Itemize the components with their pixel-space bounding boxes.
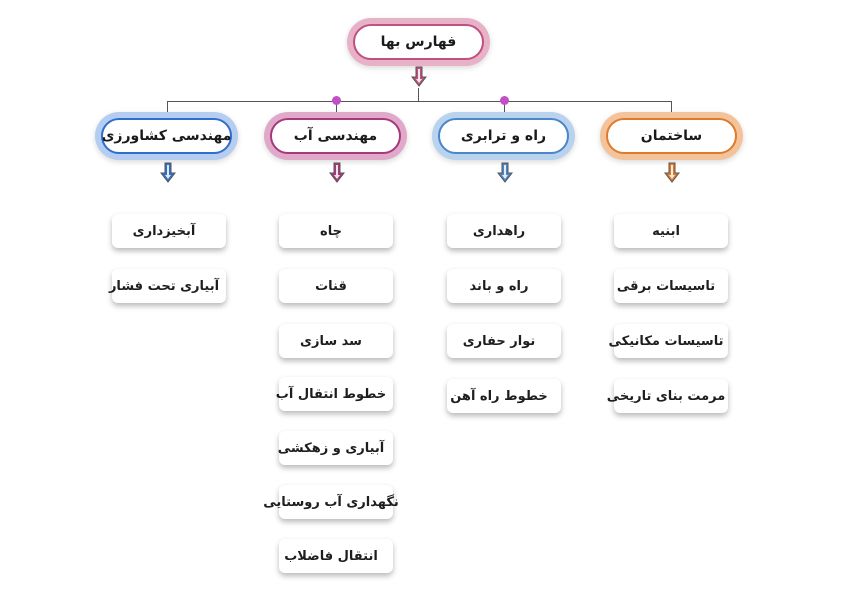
- leaf-item: [608, 324, 728, 358]
- leaf-label: آبیاری تحت فشار: [108, 278, 220, 294]
- leaf-label: تاسیسات برقی: [616, 278, 716, 294]
- leaf-item: [279, 431, 393, 465]
- leaf-item: [447, 324, 561, 358]
- connector-dot-1: [500, 96, 509, 105]
- leaf-label: نگهداری آب روستایی: [263, 494, 399, 510]
- leaf-label: نوار حفاری: [462, 333, 536, 349]
- leaf-item: [275, 377, 393, 411]
- leaf-item: [614, 214, 728, 248]
- leaf-item: [447, 379, 561, 413]
- leaf-item: [112, 214, 226, 248]
- root-down-arrow-icon: [411, 66, 427, 88]
- category-label: راه و ترابری: [460, 128, 547, 144]
- leaf-label: مرمت بنای تاریخی: [606, 388, 726, 404]
- leaf-label: راه و باند: [469, 278, 529, 294]
- leaf-label: آبیاری و زهکشی: [277, 440, 385, 456]
- root-node: [347, 18, 490, 66]
- category-label: مهندسی آب: [293, 128, 378, 144]
- category-down-arrow-icon: [664, 162, 680, 184]
- category-node-agriculture: [95, 112, 238, 160]
- leaf-item: [606, 379, 728, 413]
- leaf-item: [447, 269, 561, 303]
- leaf-item: [614, 269, 728, 303]
- category-label: مهندسی کشاورزی: [101, 128, 232, 144]
- leaf-label: چاه: [320, 223, 342, 239]
- leaf-item: [279, 539, 393, 573]
- leaf-label: انتقال فاضلاب: [284, 548, 378, 564]
- leaf-label: آبخیزداری: [132, 223, 196, 239]
- category-node-water: [264, 112, 407, 160]
- leaf-label: خطوط انتقال آب: [275, 386, 387, 402]
- connector-dot-2: [332, 96, 341, 105]
- leaf-item: [263, 485, 399, 519]
- root-node-label: فهارس بها: [380, 34, 457, 50]
- leaf-label: راهداری: [472, 223, 526, 239]
- category-down-arrow-icon: [329, 162, 345, 184]
- category-down-arrow-icon: [497, 162, 513, 184]
- leaf-item: [108, 269, 226, 303]
- category-label: ساختمان: [640, 128, 703, 144]
- leaf-item: [279, 324, 393, 358]
- leaf-label: قنات: [315, 278, 347, 294]
- leaf-label: خطوط راه آهن: [450, 388, 548, 404]
- leaf-label: سد سازی: [300, 333, 362, 349]
- category-node-roads: [432, 112, 575, 160]
- branch-connector: [167, 101, 672, 102]
- leaf-label: تاسیسات مکانیکی: [608, 333, 724, 349]
- category-down-arrow-icon: [160, 162, 176, 184]
- leaf-item: [279, 269, 393, 303]
- category-node-construction: [600, 112, 743, 160]
- leaf-item: [447, 214, 561, 248]
- root-connector: [418, 88, 419, 101]
- leaf-item: [279, 214, 393, 248]
- leaf-label: ابنیه: [652, 223, 680, 239]
